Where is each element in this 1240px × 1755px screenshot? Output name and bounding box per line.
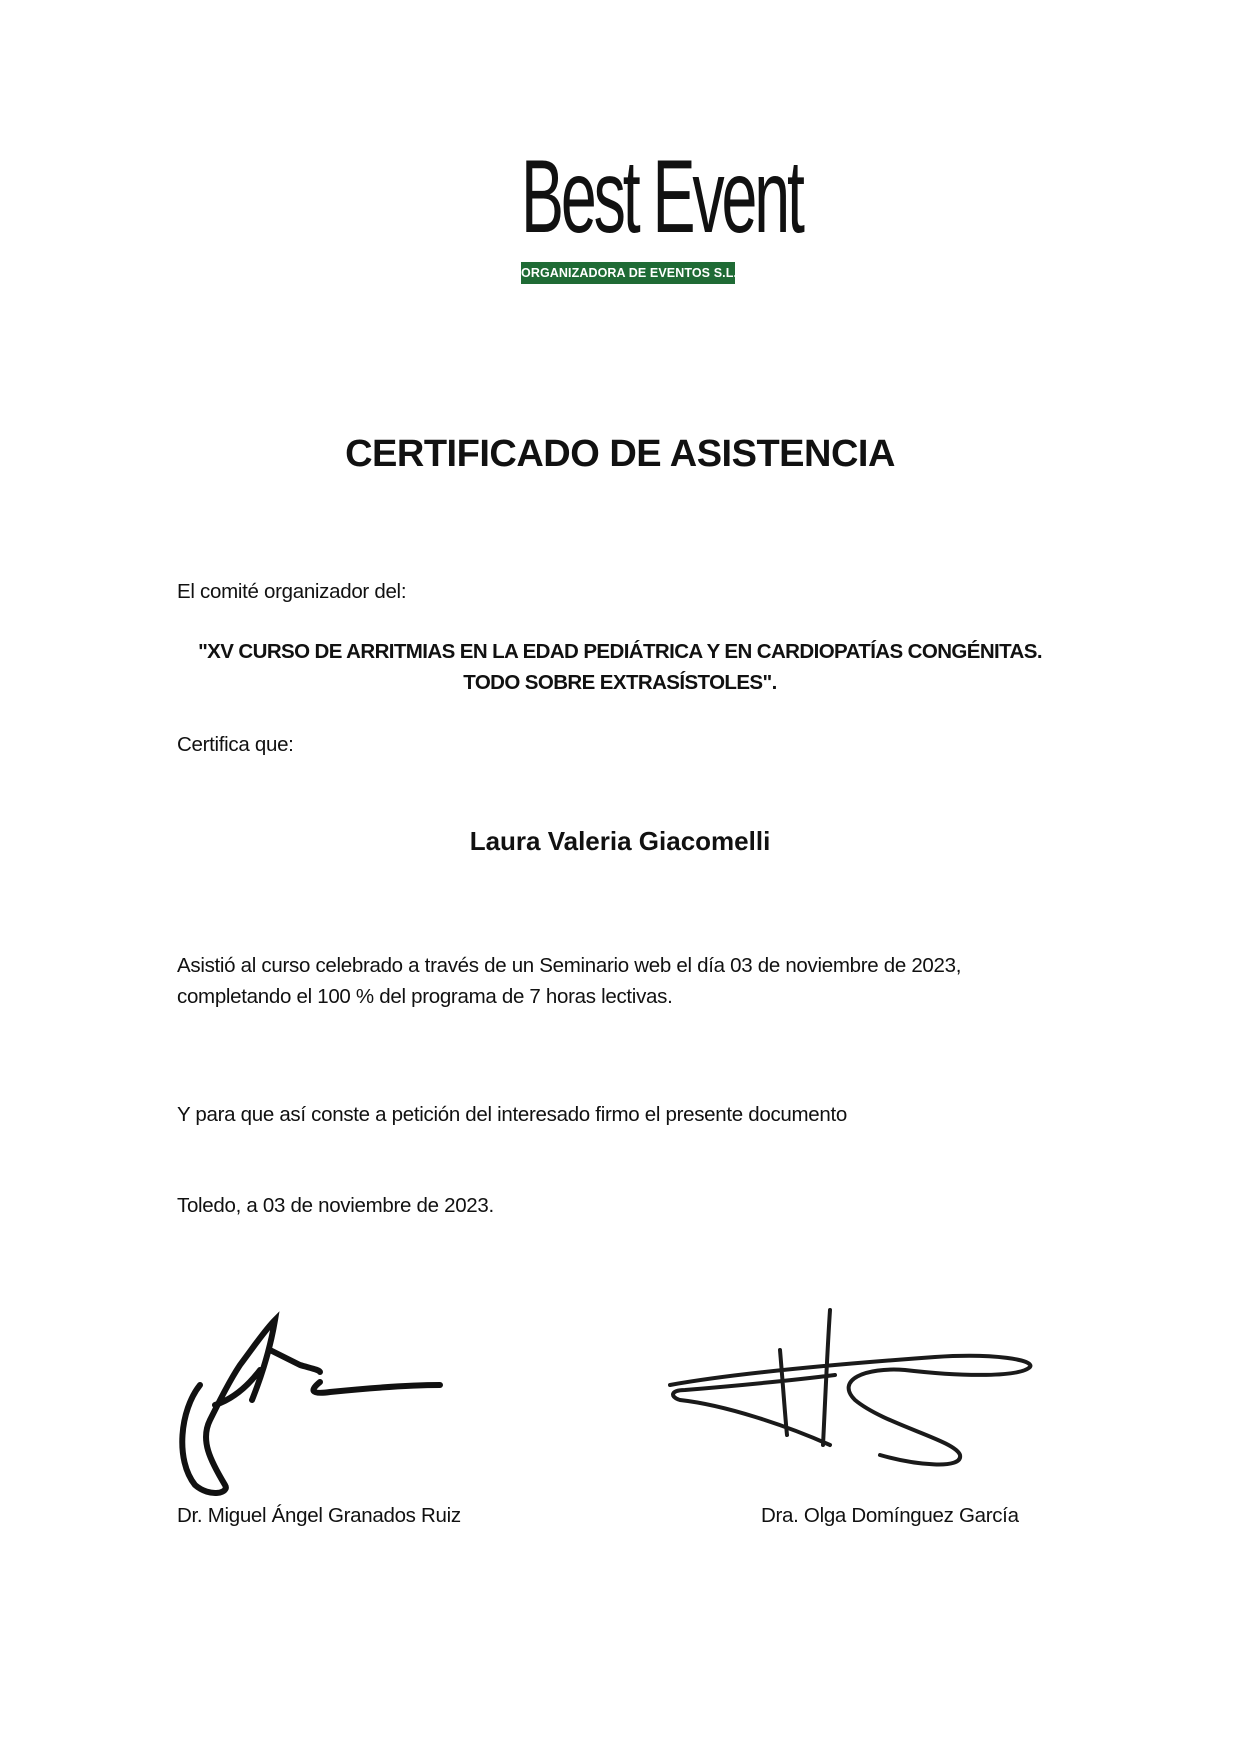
attendance-line1: Asistió al curso celebrado a través de un Seminario web el día 03 de noviembre de 2023, — [177, 954, 962, 977]
attendance-line2: completando el 100 % del programa de 7 horas lectivas. — [177, 985, 673, 1008]
course-title — [20, 636, 1220, 698]
place-date: Toledo, a 03 de noviembre de 2023. — [177, 1194, 494, 1217]
certifies-text: Certifica que: — [177, 733, 294, 756]
signature-right — [665, 1305, 1045, 1485]
certificate-title: CERTIFICADO DE ASISTENCIA — [345, 433, 895, 475]
course-title-line1: "XV CURSO DE ARRITMIAS EN LA EDAD PEDIÁTRICA Y EN CARDIOPATÍAS CONGÉNITAS. — [198, 640, 1042, 663]
course-title-line2: TODO SOBRE EXTRASÍSTOLES". — [463, 671, 777, 694]
company-logo — [521, 136, 802, 284]
logo-wordmark: Best Event — [521, 139, 802, 255]
attendee-name: Laura Valeria Giacomelli — [469, 826, 771, 856]
signatory-right-name: Dra. Olga Domínguez García — [761, 1504, 1019, 1527]
logo-tagline: ORGANIZADORA DE EVENTOS S.L. — [521, 262, 735, 284]
intro-text: El comité organizador del: — [177, 580, 407, 603]
closing-text: Y para que así conste a petición del interesado firmo el presente documento — [177, 1103, 847, 1126]
signature-left — [170, 1310, 450, 1500]
signatory-left-name: Dr. Miguel Ángel Granados Ruiz — [177, 1504, 461, 1527]
attendance-text — [177, 950, 961, 1012]
